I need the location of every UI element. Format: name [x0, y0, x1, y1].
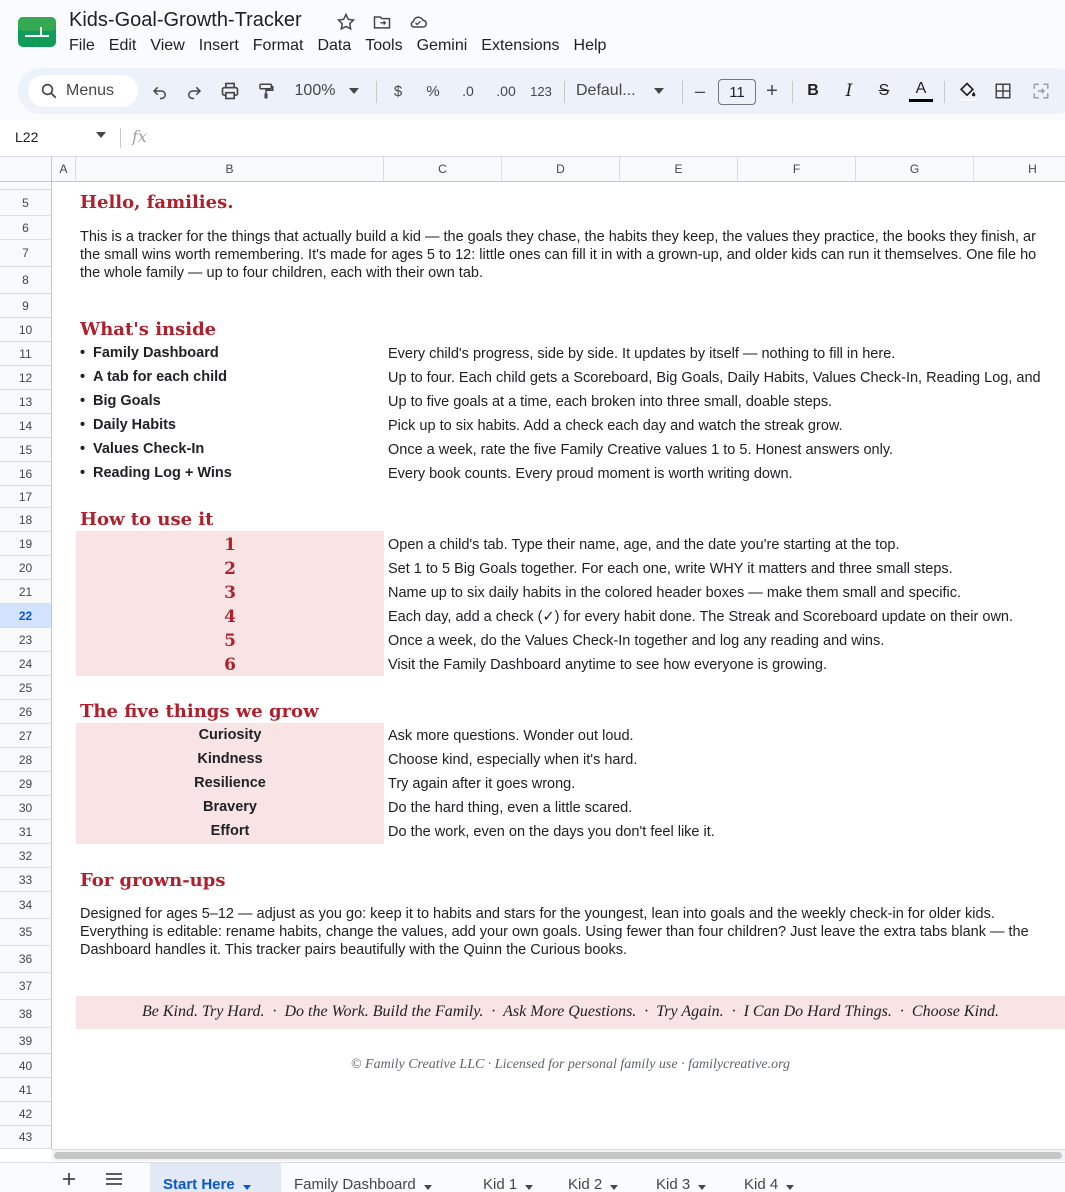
zoom-select[interactable]: [290, 68, 340, 114]
intro-line-1: This is a tracker for the things that actually build a kid — the goals they chase, the habits they keep, the values they practice, the books they finish, ar: [80, 229, 1036, 245]
menu-file[interactable]: File: [69, 37, 95, 54]
bullet-dot: •: [80, 393, 86, 409]
bullet-dot: •: [80, 345, 86, 361]
sheet-tab-kid-4[interactable]: [731, 1163, 821, 1192]
row-header-25[interactable]: 25: [0, 676, 52, 700]
menu-format[interactable]: Format: [252, 37, 304, 54]
inside-item-label: Values Check-In: [93, 441, 205, 457]
menu-help[interactable]: Help: [573, 37, 607, 54]
increase-decimal-button[interactable]: .00: [496, 83, 516, 99]
chevron-down-icon[interactable]: [243, 1185, 251, 1190]
row-header-26[interactable]: 26: [0, 700, 52, 724]
intro-line-2: the small wins worth remembering. It's made for ages 5 to 12: little ones can fill it in with a grown-up, and older kids can run it themselves. One file ho: [80, 247, 1037, 263]
five-things-heading: The five things we grow: [80, 701, 319, 722]
value-description: Do the hard thing, even a little scared.: [388, 800, 633, 816]
menu-tools[interactable]: Tools: [365, 37, 403, 54]
select-all-corner[interactable]: [0, 156, 52, 182]
row-header-13[interactable]: 13: [0, 390, 52, 414]
row-header-23[interactable]: 23: [0, 628, 52, 652]
row-header-15[interactable]: 15: [0, 438, 52, 462]
menu-insert[interactable]: Insert: [198, 37, 239, 54]
move-folder-icon[interactable]: [369, 10, 395, 34]
row-header-6[interactable]: 6: [0, 216, 52, 240]
menu-data[interactable]: Data: [317, 37, 352, 54]
row-header-33[interactable]: 33: [0, 868, 52, 892]
value-name: Curiosity: [198, 727, 262, 743]
title-bar: [0, 0, 1065, 64]
row-header-35[interactable]: 35: [0, 919, 52, 946]
zoom-value: 100%: [294, 82, 336, 99]
bullet-dot: •: [80, 441, 86, 457]
step-text: Once a week, do the Values Check-In together and log any reading and wins.: [388, 633, 885, 649]
row-header-38[interactable]: 38: [0, 1000, 52, 1028]
step-text: Visit the Family Dashboard anytime to see how everyone is growing.: [388, 657, 827, 673]
step-number: 3: [224, 583, 236, 603]
increase-font-size-button[interactable]: +: [766, 79, 778, 102]
row-header-14[interactable]: 14: [0, 414, 52, 438]
row-header-32[interactable]: 32: [0, 844, 52, 868]
grown-ups-heading: For grown-ups: [80, 870, 226, 891]
row-header-39[interactable]: 39: [0, 1028, 52, 1054]
step-number: 5: [224, 631, 236, 651]
column-header-h[interactable]: H: [974, 156, 1065, 182]
value-description: Do the work, even on the days you don't feel like it.: [388, 824, 715, 840]
row-header-24[interactable]: 24: [0, 652, 52, 676]
row-header-36[interactable]: 36: [0, 946, 52, 973]
decrease-decimal-button[interactable]: .0: [462, 83, 474, 99]
search-menus-input[interactable]: [28, 75, 138, 107]
row-header-17[interactable]: 17: [0, 486, 52, 508]
column-header-e[interactable]: E: [620, 156, 738, 182]
undo-icon[interactable]: [146, 68, 174, 114]
chevron-down-icon[interactable]: [610, 1185, 618, 1190]
inside-item-description: Up to five goals at a time, each broken into three small, doable steps.: [388, 394, 833, 410]
strikethrough-button[interactable]: S: [878, 82, 890, 99]
grown-ups-line-3: Dashboard handles it. This tracker pairs beautifully with the Quinn the Curious books.: [80, 942, 627, 958]
column-header-a[interactable]: A: [52, 156, 76, 182]
value-name: Bravery: [202, 799, 257, 815]
step-text: Set 1 to 5 Big Goals together. For each one, write WHY it matters and three small steps.: [388, 561, 953, 577]
sheet-tab-label: Kid 2: [568, 1176, 603, 1192]
mottos-text: Be Kind. Try Hard. · Do the Work. Build the Family. · Ask More Questions. · Try Again. · I Can Do Hard Things. · Choose Kind.: [141, 1003, 1000, 1020]
value-name: Effort: [210, 823, 250, 839]
name-box-chevron-icon[interactable]: [96, 132, 106, 138]
row-header-29[interactable]: 29: [0, 772, 52, 796]
inside-item-label: Daily Habits: [93, 417, 176, 433]
inside-item-description: Every child's progress, side by side. It updates by itself — nothing to fill in here.: [388, 346, 896, 362]
text-color-label: A: [915, 79, 927, 97]
formula-bar: [0, 120, 1065, 156]
currency-format-button[interactable]: $: [393, 82, 403, 100]
column-header-d[interactable]: D: [502, 156, 620, 182]
row-header-27[interactable]: 27: [0, 724, 52, 748]
row-header-43[interactable]: 43: [0, 1126, 52, 1149]
scrollbar-thumb[interactable]: [54, 1152, 1062, 1159]
sheet-tab-label: Kid 1: [483, 1176, 518, 1192]
text-color-button[interactable]: [908, 68, 934, 114]
step-text: Open a child's tab. Type their name, age, and the date you're starting at the top.: [388, 537, 900, 553]
column-header-f[interactable]: F: [738, 156, 856, 182]
value-description: Try again after it goes wrong.: [388, 776, 576, 792]
step-number: 2: [224, 559, 236, 579]
toolbar: [18, 68, 1065, 114]
row-header-41[interactable]: 41: [0, 1078, 52, 1102]
sheet-tab-start-here[interactable]: [150, 1163, 281, 1192]
row-header-42[interactable]: 42: [0, 1102, 52, 1126]
how-to-heading: How to use it: [80, 509, 214, 530]
fill-color-icon[interactable]: [954, 68, 980, 114]
bold-button[interactable]: B: [807, 82, 819, 99]
intro-line-3: the whole family — up to four children, each with their own tab.: [80, 265, 483, 281]
sheet-tab-family-dashboard[interactable]: [281, 1163, 470, 1192]
toolbar-area: [0, 64, 1065, 120]
row-header-18[interactable]: 18: [0, 508, 52, 532]
grown-ups-line-2: Everything is editable: rename habits, change the values, add your own goals. Using fewer than four children? Just leave the extra tabs blank — the: [80, 924, 1029, 940]
document-title[interactable]: Kids-Goal-Growth-Tracker: [69, 9, 302, 31]
chevron-down-icon[interactable]: [424, 1185, 432, 1190]
sheet-tab-label: Start Here: [163, 1176, 235, 1192]
row-header-30[interactable]: 30: [0, 796, 52, 820]
row-header-40[interactable]: 40: [0, 1054, 52, 1078]
sheet-tabs-bar: [0, 1162, 1065, 1192]
bullet-dot: •: [80, 417, 86, 433]
inside-item-label: Reading Log + Wins: [93, 465, 232, 481]
row-header-20[interactable]: 20: [0, 556, 52, 580]
hello-heading: Hello, families.: [80, 192, 234, 213]
column-header-g[interactable]: G: [856, 156, 974, 182]
inside-item-description: Pick up to six habits. Add a check each day and watch the streak grow.: [388, 418, 843, 434]
all-sheets-menu-icon[interactable]: [102, 1165, 126, 1192]
print-icon[interactable]: [216, 68, 244, 114]
add-sheet-icon[interactable]: [58, 1165, 80, 1192]
sheet-tab-label: Kid 4: [744, 1176, 779, 1192]
row-header-34[interactable]: 34: [0, 892, 52, 919]
sheet-tab-kid-2[interactable]: [555, 1163, 643, 1192]
italic-button[interactable]: I: [845, 81, 853, 101]
row-header-19[interactable]: 19: [0, 532, 52, 556]
inside-item-label: Family Dashboard: [93, 345, 219, 361]
row-header-11[interactable]: 11: [0, 342, 52, 366]
value-description: Ask more questions. Wonder out loud.: [388, 728, 634, 744]
row-header-7[interactable]: 7: [0, 240, 52, 267]
sheet-tab-label: Kid 3: [656, 1176, 691, 1192]
row-header-9[interactable]: 9: [0, 294, 52, 318]
search-menus-label: Menus: [66, 82, 115, 99]
font-size-input[interactable]: 11: [718, 79, 756, 105]
font-family-select[interactable]: Defaul...: [576, 82, 636, 99]
sheet-tab-label: Family Dashboard: [294, 1176, 416, 1192]
star-icon[interactable]: [333, 10, 359, 34]
menu-bar: [69, 37, 620, 55]
chevron-down-icon[interactable]: [525, 1185, 533, 1190]
menu-extensions[interactable]: Extensions: [481, 37, 560, 54]
inside-item-description: Up to four. Each child gets a Scoreboard, Big Goals, Daily Habits, Values Check-In, Reading Log, and: [388, 370, 1041, 386]
row-header-8[interactable]: 8: [0, 267, 52, 294]
row-header-37[interactable]: 37: [0, 973, 52, 1000]
menu-gemini[interactable]: Gemini: [416, 37, 468, 54]
inside-item-label: Big Goals: [93, 393, 161, 409]
font-chevron-down-icon[interactable]: [652, 68, 666, 114]
search-icon: [40, 82, 58, 100]
text-color-swatch: [909, 99, 933, 102]
paint-format-icon[interactable]: [252, 68, 280, 114]
sheets-logo-icon[interactable]: [18, 17, 56, 47]
chevron-down-icon[interactable]: [786, 1185, 794, 1190]
bullet-dot: •: [80, 465, 86, 481]
step-number: 4: [224, 607, 236, 627]
row-header-16[interactable]: 16: [0, 462, 52, 486]
inside-item-description: Once a week, rate the five Family Creative values 1 to 5. Honest answers only.: [388, 442, 894, 458]
menu-edit[interactable]: Edit: [108, 37, 137, 54]
percent-format-button[interactable]: %: [426, 82, 440, 100]
step-number: 1: [224, 535, 236, 555]
step-text: Name up to six daily habits in the colored header boxes — make them small and specific.: [388, 585, 962, 601]
inside-item-label: A tab for each child: [93, 369, 228, 385]
copyright-text: © Family Creative LLC · Licensed for personal family use · familycreative.org: [350, 1057, 791, 1072]
name-box[interactable]: L22: [15, 129, 39, 145]
chevron-down-icon[interactable]: [344, 68, 364, 114]
value-name: Resilience: [194, 775, 266, 791]
horizontal-scrollbar[interactable]: [52, 1149, 1065, 1161]
row-header-28[interactable]: 28: [0, 748, 52, 772]
chevron-down-icon[interactable]: [698, 1185, 706, 1190]
redo-icon[interactable]: [180, 68, 208, 114]
row-header-21[interactable]: 21: [0, 580, 52, 604]
row-header-5[interactable]: 5: [0, 190, 52, 216]
whats-inside-heading: What's inside: [80, 319, 217, 340]
sheet-tab-kid-3[interactable]: [643, 1163, 731, 1192]
column-header-b[interactable]: B: [76, 156, 384, 182]
row-header-22[interactable]: 22: [0, 604, 52, 628]
value-name: Kindness: [197, 751, 263, 767]
row-header-12[interactable]: 12: [0, 366, 52, 390]
merge-cells-icon[interactable]: [1028, 68, 1054, 114]
row-header-31[interactable]: 31: [0, 820, 52, 844]
number-format-button[interactable]: 123: [530, 83, 552, 99]
sheet-tab-kid-1[interactable]: [470, 1163, 555, 1192]
step-text: Each day, add a check (✓) for every habit done. The Streak and Scoreboard update on their own.: [388, 609, 1014, 625]
inside-item-description: Every book counts. Every proud moment is worth writing down.: [388, 466, 793, 482]
decrease-font-size-button[interactable]: –: [694, 80, 705, 101]
value-description: Choose kind, especially when it's hard.: [388, 752, 638, 768]
bullet-dot: •: [80, 369, 86, 385]
borders-icon[interactable]: [990, 68, 1016, 114]
row-header-partial[interactable]: [0, 182, 52, 190]
column-header-c[interactable]: C: [384, 156, 502, 182]
fx-icon: fx: [132, 127, 147, 146]
menu-view[interactable]: View: [150, 37, 185, 54]
grown-ups-line-1: Designed for ages 5–12 — adjust as you go: keep it to habits and stars for the youngest, lean into goals and the weekly check-in for older kids.: [80, 906, 995, 922]
cloud-status-icon[interactable]: [405, 10, 431, 34]
row-header-10[interactable]: 10: [0, 318, 52, 342]
step-number: 6: [224, 655, 236, 675]
